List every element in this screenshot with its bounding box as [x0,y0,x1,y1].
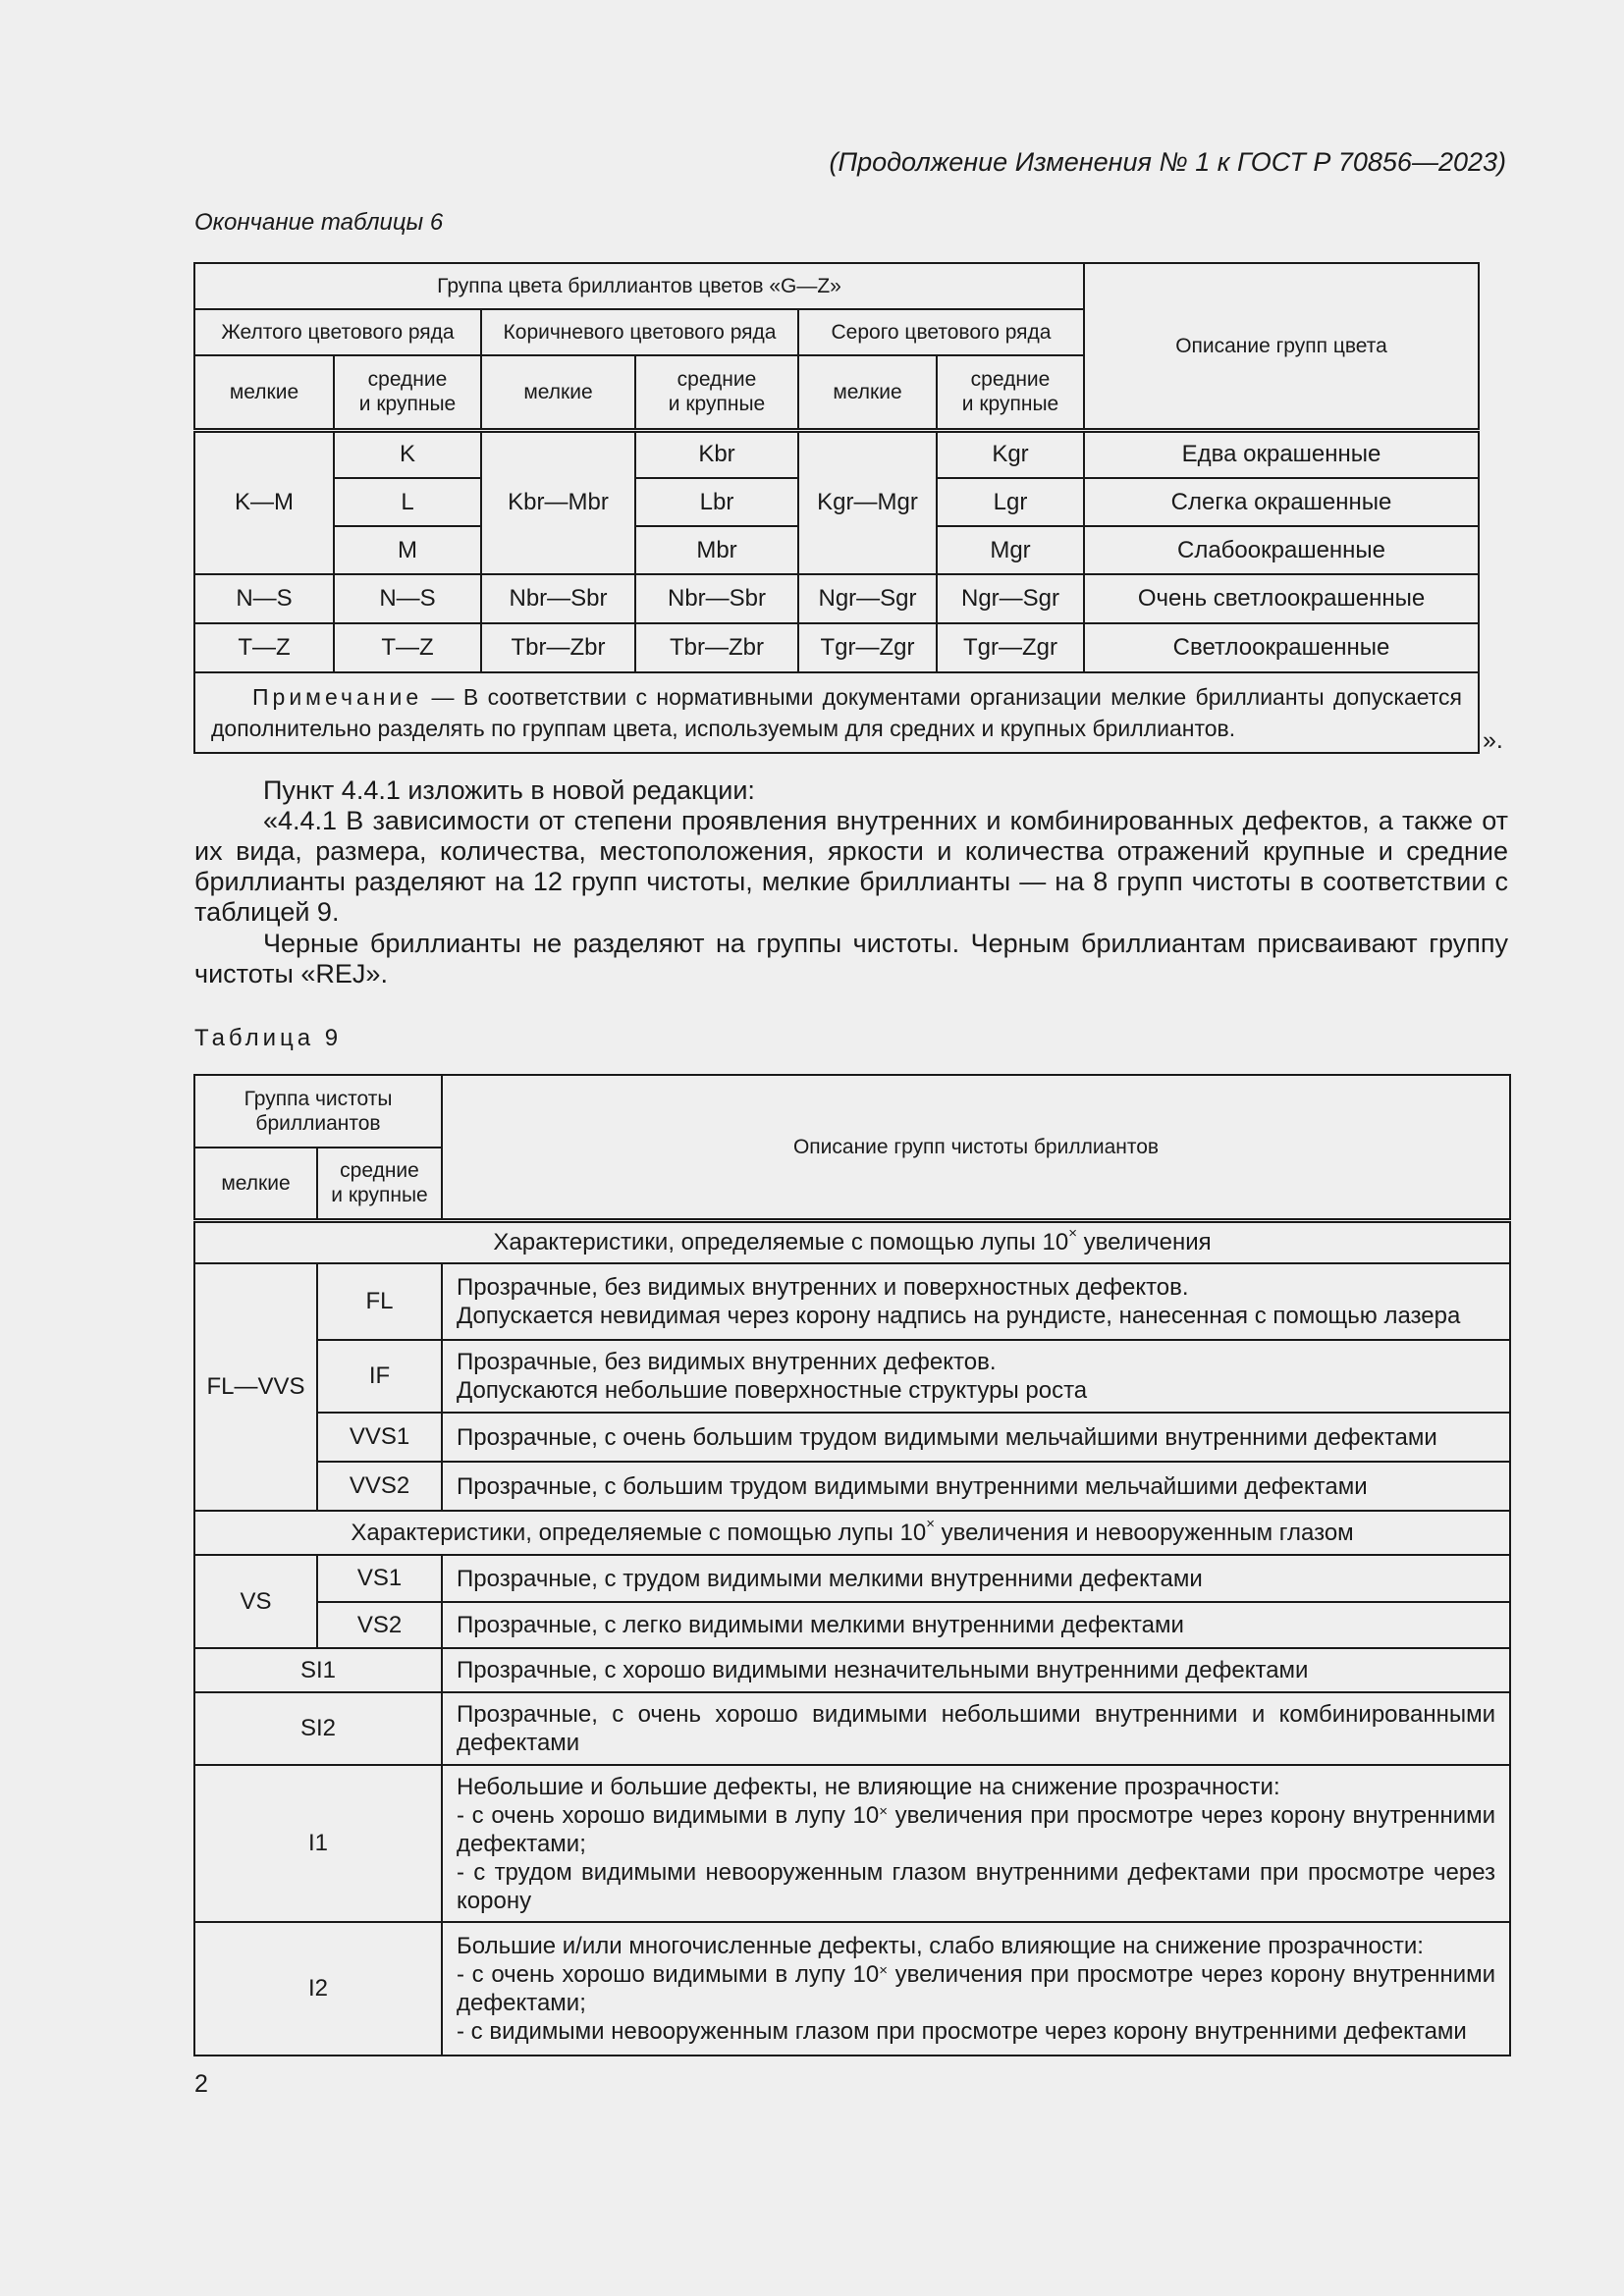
table-cell: FL—VVS [194,1263,317,1511]
table-cell: K [334,430,481,478]
table-cell: Ngr—Sgr [798,574,937,623]
group-color-header: Группа цвета бриллиантов цветов «G—Z» [194,263,1084,309]
table-cell: VS [194,1555,317,1648]
table-9-caption: Таблица 9 [194,1025,343,1051]
table-cell: L [334,478,481,526]
table-cell: VS1 [317,1555,442,1602]
table-cell: I2 [194,1922,442,2056]
table-cell: Lgr [937,478,1084,526]
small-header: мелкие [481,355,635,430]
color-description-header: Описание групп цвета [1084,263,1479,430]
section-loupe-eye-header: Характеристики, определяемые с помощью лупы 10× увеличения и невооруженным глазом [194,1511,1510,1555]
table-cell: Nbr—Sbr [635,574,798,623]
table-cell: Kbr—Mbr [481,430,635,574]
table-9 [193,1074,1511,2056]
table-cell: Ngr—Sgr [937,574,1084,623]
table-cell: Прозрачные, с хорошо видимыми незначительными внутренними дефектами [442,1648,1510,1692]
table-cell: T—Z [194,623,334,672]
medium-large-header: средние и крупные [635,355,798,430]
table-cell: Небольшие и большие дефекты, не влияющие на снижение прозрачности: - с очень хорошо видимыми в лупу 10× увеличения при просмотре через корону внутренними дефектами; - с трудом видимыми невооруженным глазом внутренними дефектами при просмотре через корону [442,1765,1510,1922]
table-cell: N—S [194,574,334,623]
table-cell: T—Z [334,623,481,672]
table-6-note [194,672,1479,753]
table-cell: K—M [194,430,334,574]
table-6 [193,262,1480,754]
small-header: мелкие [798,355,937,430]
note-label: Примечание [252,684,423,710]
section-loupe-header: Характеристики, определяемые с помощью лупы 10× увеличения [194,1220,1510,1263]
gray-series-header: Серого цветового ряда [798,309,1084,355]
table-cell: Слегка окрашенные [1084,478,1479,526]
table-cell: Mgr [937,526,1084,574]
table-cell: Tgr—Zgr [937,623,1084,672]
table-cell: VS2 [317,1602,442,1648]
clarity-group-header: Группа чистоты бриллиантов [194,1075,442,1148]
yellow-series-header: Желтого цветового ряда [194,309,481,355]
table-cell: SI2 [194,1692,442,1765]
table-cell: Очень светлоокрашенные [1084,574,1479,623]
table-cell: Lbr [635,478,798,526]
medium-large-header: средние и крупные [334,355,481,430]
table-cell: Прозрачные, с очень хорошо видимыми небольшими внутренними и комбинированными дефектами [442,1692,1510,1765]
medium-large-header: средние и крупные [317,1148,442,1220]
table-cell: Tgr—Zgr [798,623,937,672]
table-cell: M [334,526,481,574]
table-cell: Большие и/или многочисленные дефекты, слабо влияющие на снижение прозрачности: - с очень хорошо видимыми в лупу 10× увеличения при просмотре через корону внутренними дефектами; - с видимыми невооруженным глазом при просмотре через корону внутренними дефектами [442,1922,1510,2056]
table-cell: Kgr—Mgr [798,430,937,574]
table-cell: N—S [334,574,481,623]
brown-series-header: Коричневого цветового ряда [481,309,798,355]
table-cell: I1 [194,1765,442,1922]
clarity-description-header: Описание групп чистоты бриллиантов [442,1075,1510,1220]
table-cell: VVS1 [317,1413,442,1462]
table-cell: IF [317,1340,442,1413]
medium-large-header: средние и крупные [937,355,1084,430]
small-header: мелкие [194,355,334,430]
table-cell: SI1 [194,1648,442,1692]
table-cell: Прозрачные, с очень большим трудом видимыми мельчайшими внутренними дефектами [442,1413,1510,1462]
table-cell: Прозрачные, без видимых внутренних и поверхностных дефектов. Допускается невидимая через корону надпись на рундисте, нанесенная с помощью лазера [442,1263,1510,1340]
table-cell: Прозрачные, с большим трудом видимыми внутренними мельчайшими дефектами [442,1462,1510,1511]
table-cell: Kbr [635,430,798,478]
page-number: 2 [194,2070,208,2098]
table-cell: Прозрачные, с легко видимыми мелкими внутренними дефектами [442,1602,1510,1648]
paragraph-black-diamonds: Черные бриллианты не разделяют на группы чистоты. Черным бриллиантам присваивают группу чистоты «REJ». [194,929,1508,988]
table-cell: FL [317,1263,442,1340]
table-6-caption: Окончание таблицы 6 [194,209,444,236]
table-cell: Едва окрашенные [1084,430,1479,478]
table-cell: VVS2 [317,1462,442,1511]
table-cell: Kgr [937,430,1084,478]
table-cell: Tbr—Zbr [635,623,798,672]
note-text: — В соответствии с нормативными документами организации мелкие бриллианты допускается дополнительно разделять по группам цвета, используемым для средних и крупных бриллиантов. [211,684,1463,741]
paragraph-4-4-1: «4.4.1 В зависимости от степени проявления внутренних и комбинированных дефектов, а также от их вида, размера, количества, местоположения, яркости и количества отражений крупные и средние бриллианты разделяют на 12 групп чистоты, мелкие бриллианты — на 8 групп чистоты в соответствии с таблицей 9. [194,806,1508,927]
paragraph-instruction: Пункт 4.4.1 изложить в новой редакции: [263,775,755,805]
table-cell: Прозрачные, без видимых внутренних дефектов. Допускаются небольшие поверхностные структуры роста [442,1340,1510,1413]
table-cell: Светлоокрашенные [1084,623,1479,672]
small-header: мелкие [194,1148,317,1220]
table-cell: Nbr—Sbr [481,574,635,623]
table-cell: Прозрачные, с трудом видимыми мелкими внутренними дефектами [442,1555,1510,1602]
table-cell: Mbr [635,526,798,574]
page-header: (Продолжение Изменения № 1 к ГОСТ Р 70856—2023) [829,147,1506,177]
table-cell: Tbr—Zbr [481,623,635,672]
closing-quote: ». [1483,726,1503,754]
table-cell: Слабоокрашенные [1084,526,1479,574]
